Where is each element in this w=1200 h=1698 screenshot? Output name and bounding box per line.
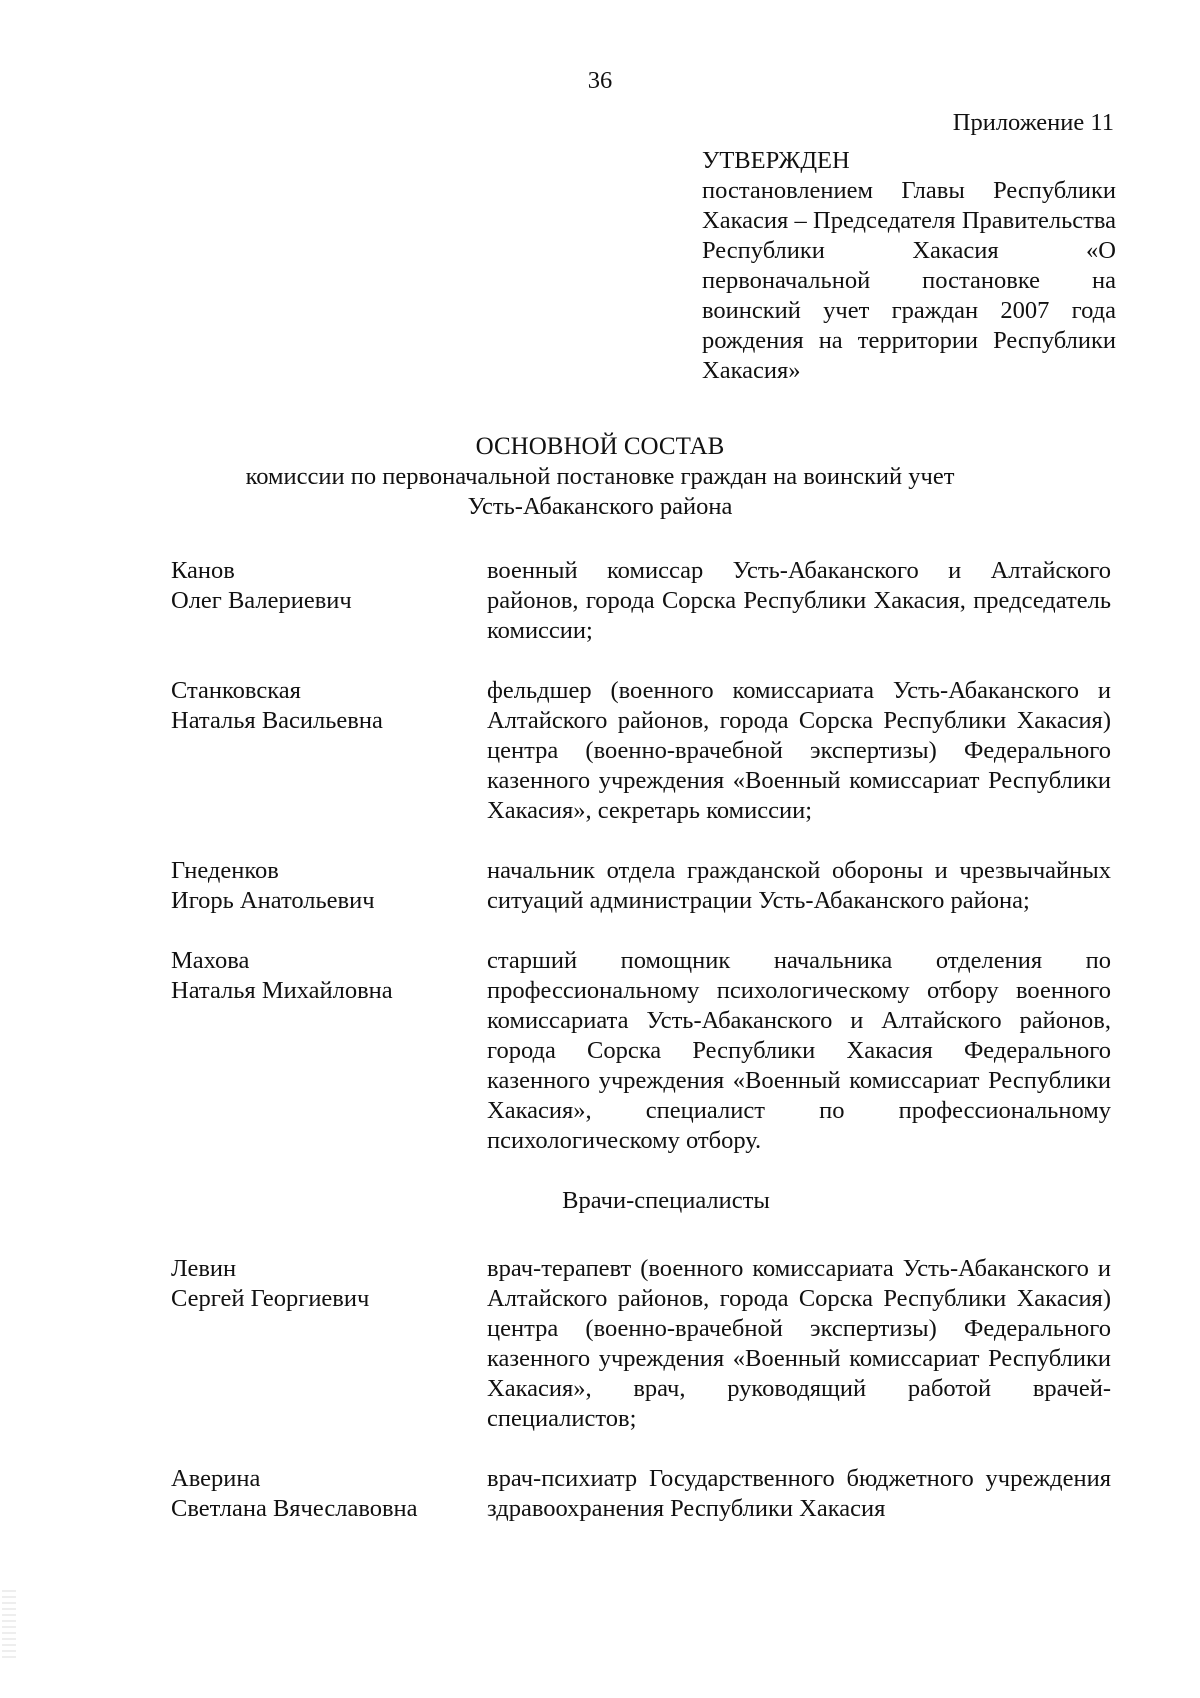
member-role: старший помощник начальника отделения по профессиональному психологическому отбору военного комиссариата Усть-Абаканского и Алтайского районов, города Сорска Республики Хакасия Федерального казенного учреждения «Военный комиссариат Республики Хакасия», специалист по профессиональному психологическому отбору. bbox=[487, 947, 1111, 1154]
member-name bbox=[171, 556, 487, 646]
member-name bbox=[171, 676, 487, 826]
doctor-name bbox=[171, 1464, 487, 1524]
member-name bbox=[171, 946, 487, 1156]
member-given-name: Олег Валериевич bbox=[171, 587, 352, 614]
title-line-3: Усть-Абаканского района bbox=[467, 493, 733, 520]
scan-edge-artifact bbox=[2, 1590, 16, 1660]
member-role: фельдшер (военного комиссариата Усть-Абаканского и Алтайского районов, города Сорска Республики Хакасия) центра (военно-врачебной экспертизы) Федерального казенного учреждения «Военный комиссариат Республики Хакасия», секретарь комиссии; bbox=[487, 677, 1111, 824]
member-surname: Канов bbox=[171, 557, 235, 584]
title-line-2: комиссии по первоначальной постановке граждан на воинский учет bbox=[245, 463, 955, 490]
doctor-given-name: Сергей Георгиевич bbox=[171, 1285, 370, 1312]
member-name bbox=[171, 856, 487, 916]
page-number: 36 bbox=[587, 67, 613, 94]
member-surname: Гнеденков bbox=[171, 857, 279, 884]
doctor-entry bbox=[171, 1464, 1121, 1524]
doctor-role: врач-психиатр Государственного бюджетного учреждения здравоохранения Республики Хакасия bbox=[487, 1465, 1111, 1522]
member-surname: Станковская bbox=[171, 677, 301, 704]
doctor-entry bbox=[171, 1254, 1121, 1434]
approval-title: УТВЕРЖДЕН bbox=[702, 147, 850, 174]
doctor-role: врач-терапевт (военного комиссариата Усть-Абаканского и Алтайского районов, города Сорска Республики Хакасия) центра (военно-врачебной экспертизы) Федерального казенного учреждения «Военный комиссариат Республики Хакасия», врач, руководящий работой врачей-специалистов; bbox=[487, 1255, 1111, 1432]
approval-block bbox=[702, 146, 1116, 386]
member-given-name: Игорь Анатольевич bbox=[171, 887, 375, 914]
member-entry bbox=[171, 946, 1121, 1156]
appendix-label: Приложение 11 bbox=[952, 109, 1114, 136]
title-line-1: ОСНОВНОЙ СОСТАВ bbox=[475, 433, 725, 460]
member-given-name: Наталья Васильевна bbox=[171, 707, 383, 734]
doctor-given-name: Светлана Вячеславовна bbox=[171, 1495, 418, 1522]
commission-member-list bbox=[171, 556, 1121, 1554]
doctor-name bbox=[171, 1254, 487, 1434]
document-title bbox=[100, 432, 1100, 522]
member-role: военный комиссар Усть-Абаканского и Алтайского районов, города Сорска Республики Хакасия, председатель комиссии; bbox=[487, 557, 1111, 644]
approval-decree-text: постановлением Главы Республики Хакасия – Председателя Правительства Республики Хакасия «О первоначальной постановке на воинский учет граждан 2007 года рождения на территории Республики Хакасия» bbox=[702, 177, 1116, 384]
member-entry bbox=[171, 856, 1121, 916]
member-role: начальник отдела гражданской обороны и чрезвычайных ситуаций администрации Усть-Абаканского района; bbox=[487, 857, 1111, 914]
section-heading-doctors: Врачи-специалисты bbox=[562, 1187, 770, 1214]
member-surname: Махова bbox=[171, 947, 250, 974]
member-given-name: Наталья Михайловна bbox=[171, 977, 393, 1004]
doctor-surname: Левин bbox=[171, 1255, 237, 1282]
doctor-surname: Аверина bbox=[171, 1465, 261, 1492]
member-entry bbox=[171, 676, 1121, 826]
member-entry bbox=[171, 556, 1121, 646]
